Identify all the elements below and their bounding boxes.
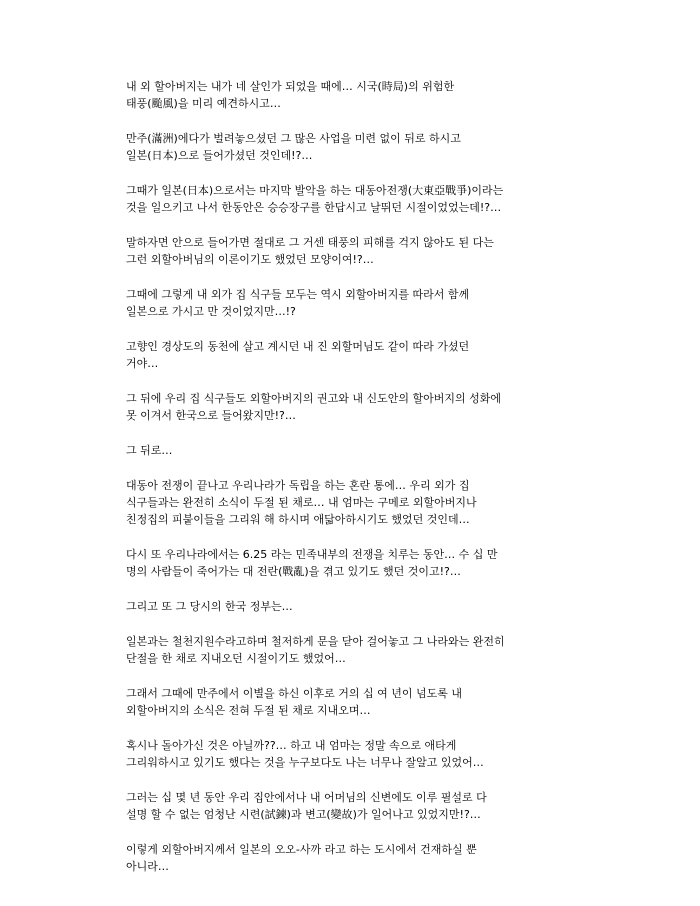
text-line: 내 외 할아버지는 내가 네 살인가 되었을 때에… 시국(時局)의 위험한 <box>126 80 455 93</box>
text-line: 친정집의 피붙이들을 그리워 해 하시며 애닯아하시기도 했었던 것인데… <box>126 513 470 526</box>
paragraph <box>126 477 581 528</box>
document-body <box>126 78 581 893</box>
paragraph <box>126 130 581 164</box>
text-line: 그런 외할아버님의 이론이기도 했었던 모양이여!?… <box>126 253 374 266</box>
paragraph <box>126 442 581 459</box>
text-line: 아니라… <box>126 860 169 873</box>
text-line: 그 뒤로… <box>126 444 173 457</box>
text-line: 그래서 그때에 만주에서 이별을 하신 이후로 거의 십 여 년이 넘도록 내 <box>126 687 462 700</box>
paragraph <box>126 546 581 580</box>
text-line: 말하자면 안으로 들어가면 절대로 그 거센 태풍의 피해를 걱지 않아도 된 다는 <box>126 236 494 249</box>
text-line: 단절을 한 채로 지내오던 시절이기도 했었어… <box>126 652 346 665</box>
paragraph <box>126 789 581 823</box>
text-line: 그리워하시고 있기도 했다는 것을 누구보다도 나는 너무나 잘알고 있었어… <box>126 756 484 769</box>
paragraph <box>126 182 581 216</box>
paragraph <box>126 234 581 268</box>
paragraph <box>126 78 581 112</box>
paragraph <box>126 633 581 667</box>
text-line: 일본으로 가시고 만 것이었지만…!? <box>126 305 296 318</box>
text-line: 혹시나 돌아가신 것은 아닐까??… 하고 내 엄마는 정말 속으로 애타게 <box>126 739 457 752</box>
text-line: 명의 사람들이 죽어가는 대 전란(戰亂)을 겪고 있기도 했던 것이고!?… <box>126 565 461 578</box>
text-line: 대동아 전쟁이 끝나고 우리나라가 독립을 하는 혼란 통에… 우리 외가 집 <box>126 479 470 492</box>
paragraph <box>126 685 581 719</box>
text-line: 못 이겨서 한국으로 들어왔지만!?… <box>126 409 296 422</box>
text-line: 식구들과는 완전히 소식이 두절 된 채로… 내 엄마는 구메로 외할아버지나 <box>126 496 477 509</box>
text-line: 일본(日本)으로 들어가셨던 것인데!?… <box>126 149 313 162</box>
paragraph <box>126 286 581 320</box>
text-line: 만주(滿洲)에다가 벌려놓으셨던 그 많은 사업을 미련 없이 뒤로 하시고 <box>126 132 461 145</box>
text-line: 그때에 그렇게 내 외가 집 식구들 모두는 역시 외할아버지를 따라서 함께 <box>126 288 470 301</box>
text-line: 그리고 또 그 당시의 한국 정부는… <box>126 600 293 613</box>
paragraph <box>126 841 581 875</box>
text-line: 외할아버지의 소식은 전혀 두절 된 채로 지내오며… <box>126 704 371 717</box>
text-line: 거야… <box>126 357 159 370</box>
text-line: 이렇게 외할아버지께서 일본의 오오-사까 라고 하는 도시에서 건재하실 뿐 <box>126 843 477 856</box>
paragraph <box>126 338 581 372</box>
text-line: 그 뒤에 우리 집 식구들도 외할아버지의 권고와 내 신도안의 할아버지의 성화에 <box>126 392 501 405</box>
text-line: 일본과는 철천지원수라고하며 철저하게 문을 닫아 걸어놓고 그 나라와는 완전히 <box>126 635 505 648</box>
text-line: 그러는 십 몇 년 동안 우리 집안에서나 내 어머님의 신변에도 이루 필설로 다 <box>126 791 487 804</box>
text-line: 고향인 경상도의 동천에 살고 계시던 내 진 외할머님도 같이 따라 가셨던 <box>126 340 470 353</box>
text-line: 다시 또 우리나라에서는 6.25 라는 민족내부의 전쟁을 치루는 동안… 수 십 만 <box>126 548 498 561</box>
text-line: 태풍(颱風)을 미리 예견하시고… <box>126 97 281 110</box>
text-line: 설명 할 수 없는 엄청난 시련(試鍊)과 변고(變故)가 일어나고 있었지만!?… <box>126 808 481 821</box>
paragraph <box>126 390 581 424</box>
paragraph <box>126 737 581 771</box>
text-line: 것을 일으키고 나서 한동안은 승승장구를 한답시고 날뛰던 시절이었었는데!?… <box>126 201 502 214</box>
paragraph <box>126 598 581 615</box>
text-line: 그때가 일본(日本)으로서는 마지막 발악을 하는 대동아전쟁(大東亞戰爭)이라는 <box>126 184 504 197</box>
